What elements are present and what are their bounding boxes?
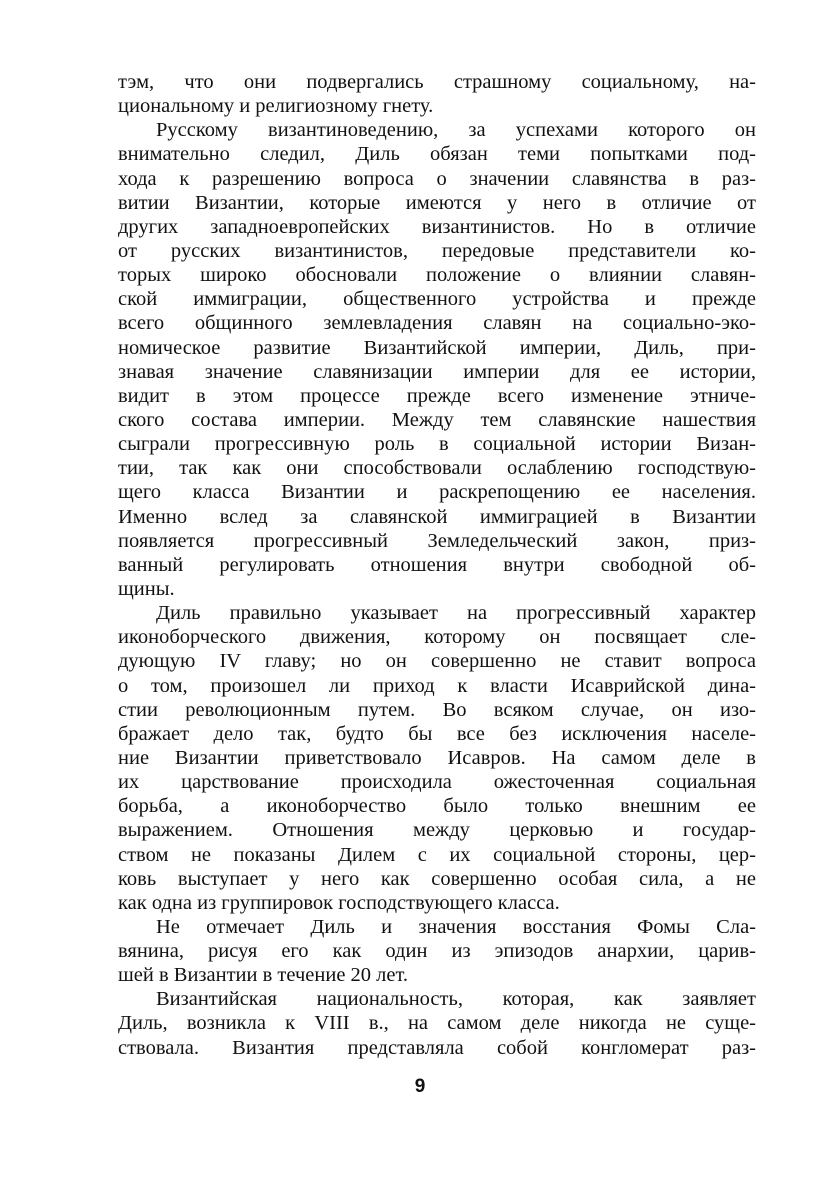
text-line: бражает дело так, будто бы все без исключения населе- xyxy=(118,722,756,745)
text-line: номическое развитие Византийской империи, Диль, при- xyxy=(118,336,756,359)
text-line: выражением. Отношения между церковью и государ- xyxy=(118,819,756,842)
text-line: Именно вслед за славянской иммиграцией в Византии xyxy=(118,505,756,528)
text-line: их царствование происходила ожесточенная социальная xyxy=(118,771,756,794)
text-line: тэм, что они подвергались страшному социальному, на- xyxy=(118,71,756,93)
text-line: тии, так как они способствовали ослаблению господствую- xyxy=(118,457,756,480)
text-line: ванный регулировать отношения внутри свободной об- xyxy=(118,553,756,576)
text-line: ством не показаны Дилем с их социальной стороны, цер- xyxy=(118,843,756,866)
text-line: щего класса Византии и раскрепощению ее населения. xyxy=(118,481,756,504)
text-line: стии революционным путем. Во всяком случае, он изо- xyxy=(118,698,756,721)
text-line: торых широко обосновали положение о влиянии славян- xyxy=(118,264,756,287)
text-line: от русских византинистов, передовые представители ко- xyxy=(118,239,756,262)
text-line: знавая значение славянизации империи для ее истории, xyxy=(118,360,756,383)
text-line: дующую IV главу; но он совершенно не ставит вопроса xyxy=(118,650,756,673)
text-line: Диль правильно указывает на прогрессивный характер xyxy=(156,602,756,625)
paragraph xyxy=(118,915,756,987)
text-line: Не отмечает Диль и значения восстания Фомы Сла- xyxy=(156,915,756,938)
text-line: ние Византии приветствовало Исавров. На самом деле в xyxy=(118,746,756,769)
paragraph xyxy=(118,118,756,601)
text-line: Русскому византиноведению, за успехами которого он xyxy=(156,119,756,142)
text-line: внимательно следил, Диль обязан теми попытками под- xyxy=(118,143,756,166)
text-line: хода к разрешению вопроса о значении славянства в раз- xyxy=(118,167,756,190)
text-line: шей в Византии в течение 20 лет. xyxy=(118,964,409,987)
text-line: ковь выступает у него как совершенно особая сила, а не xyxy=(118,867,756,890)
text-line: иконоборческого движения, которому он посвящает сле- xyxy=(118,626,756,649)
text-line: о том, произошел ли приход к власти Исаврийской дина- xyxy=(118,674,756,697)
text-line: борьба, а иконоборчество было только внешним ее xyxy=(118,795,756,818)
paragraph xyxy=(118,601,756,915)
text-line: появляется прогрессивный Земледельческий закон, приз- xyxy=(118,529,756,552)
page-number: 9 xyxy=(414,1076,426,1097)
text-line: всего общинного землевладения славян на социально-эко- xyxy=(118,312,756,335)
text-line: циональному и религиозному гнету. xyxy=(118,95,434,118)
text-line: Византийская национальность, которая, как заявляет xyxy=(156,988,756,1011)
text-line: видит в этом процессе прежде всего изменение этниче- xyxy=(118,384,756,407)
text-line: ской иммиграции, общественного устройства и прежде xyxy=(118,288,756,311)
text-line: витии Византии, которые имеются у него в отличие от xyxy=(118,191,756,214)
text-line: сыграли прогрессивную роль в социальной истории Визан- xyxy=(118,433,756,456)
text-line: как одна из группировок господствующего класса. xyxy=(118,891,560,914)
text-line: вянина, рисуя его как один из эпизодов анархии, царив- xyxy=(118,940,756,963)
paragraph xyxy=(118,70,756,118)
text-line: Диль, возникла к VIII в., на самом деле никогда не суще- xyxy=(118,1012,756,1035)
text-line: ского состава империи. Между тем славянские нашествия xyxy=(118,408,756,431)
text-line: ствовала. Византия представляла собой конгломерат раз- xyxy=(118,1036,756,1059)
page-body xyxy=(118,70,756,1060)
text-line: других западноевропейских византинистов. Но в отличие xyxy=(118,215,756,238)
paragraph xyxy=(118,987,756,1059)
text-line: щины. xyxy=(118,577,175,600)
